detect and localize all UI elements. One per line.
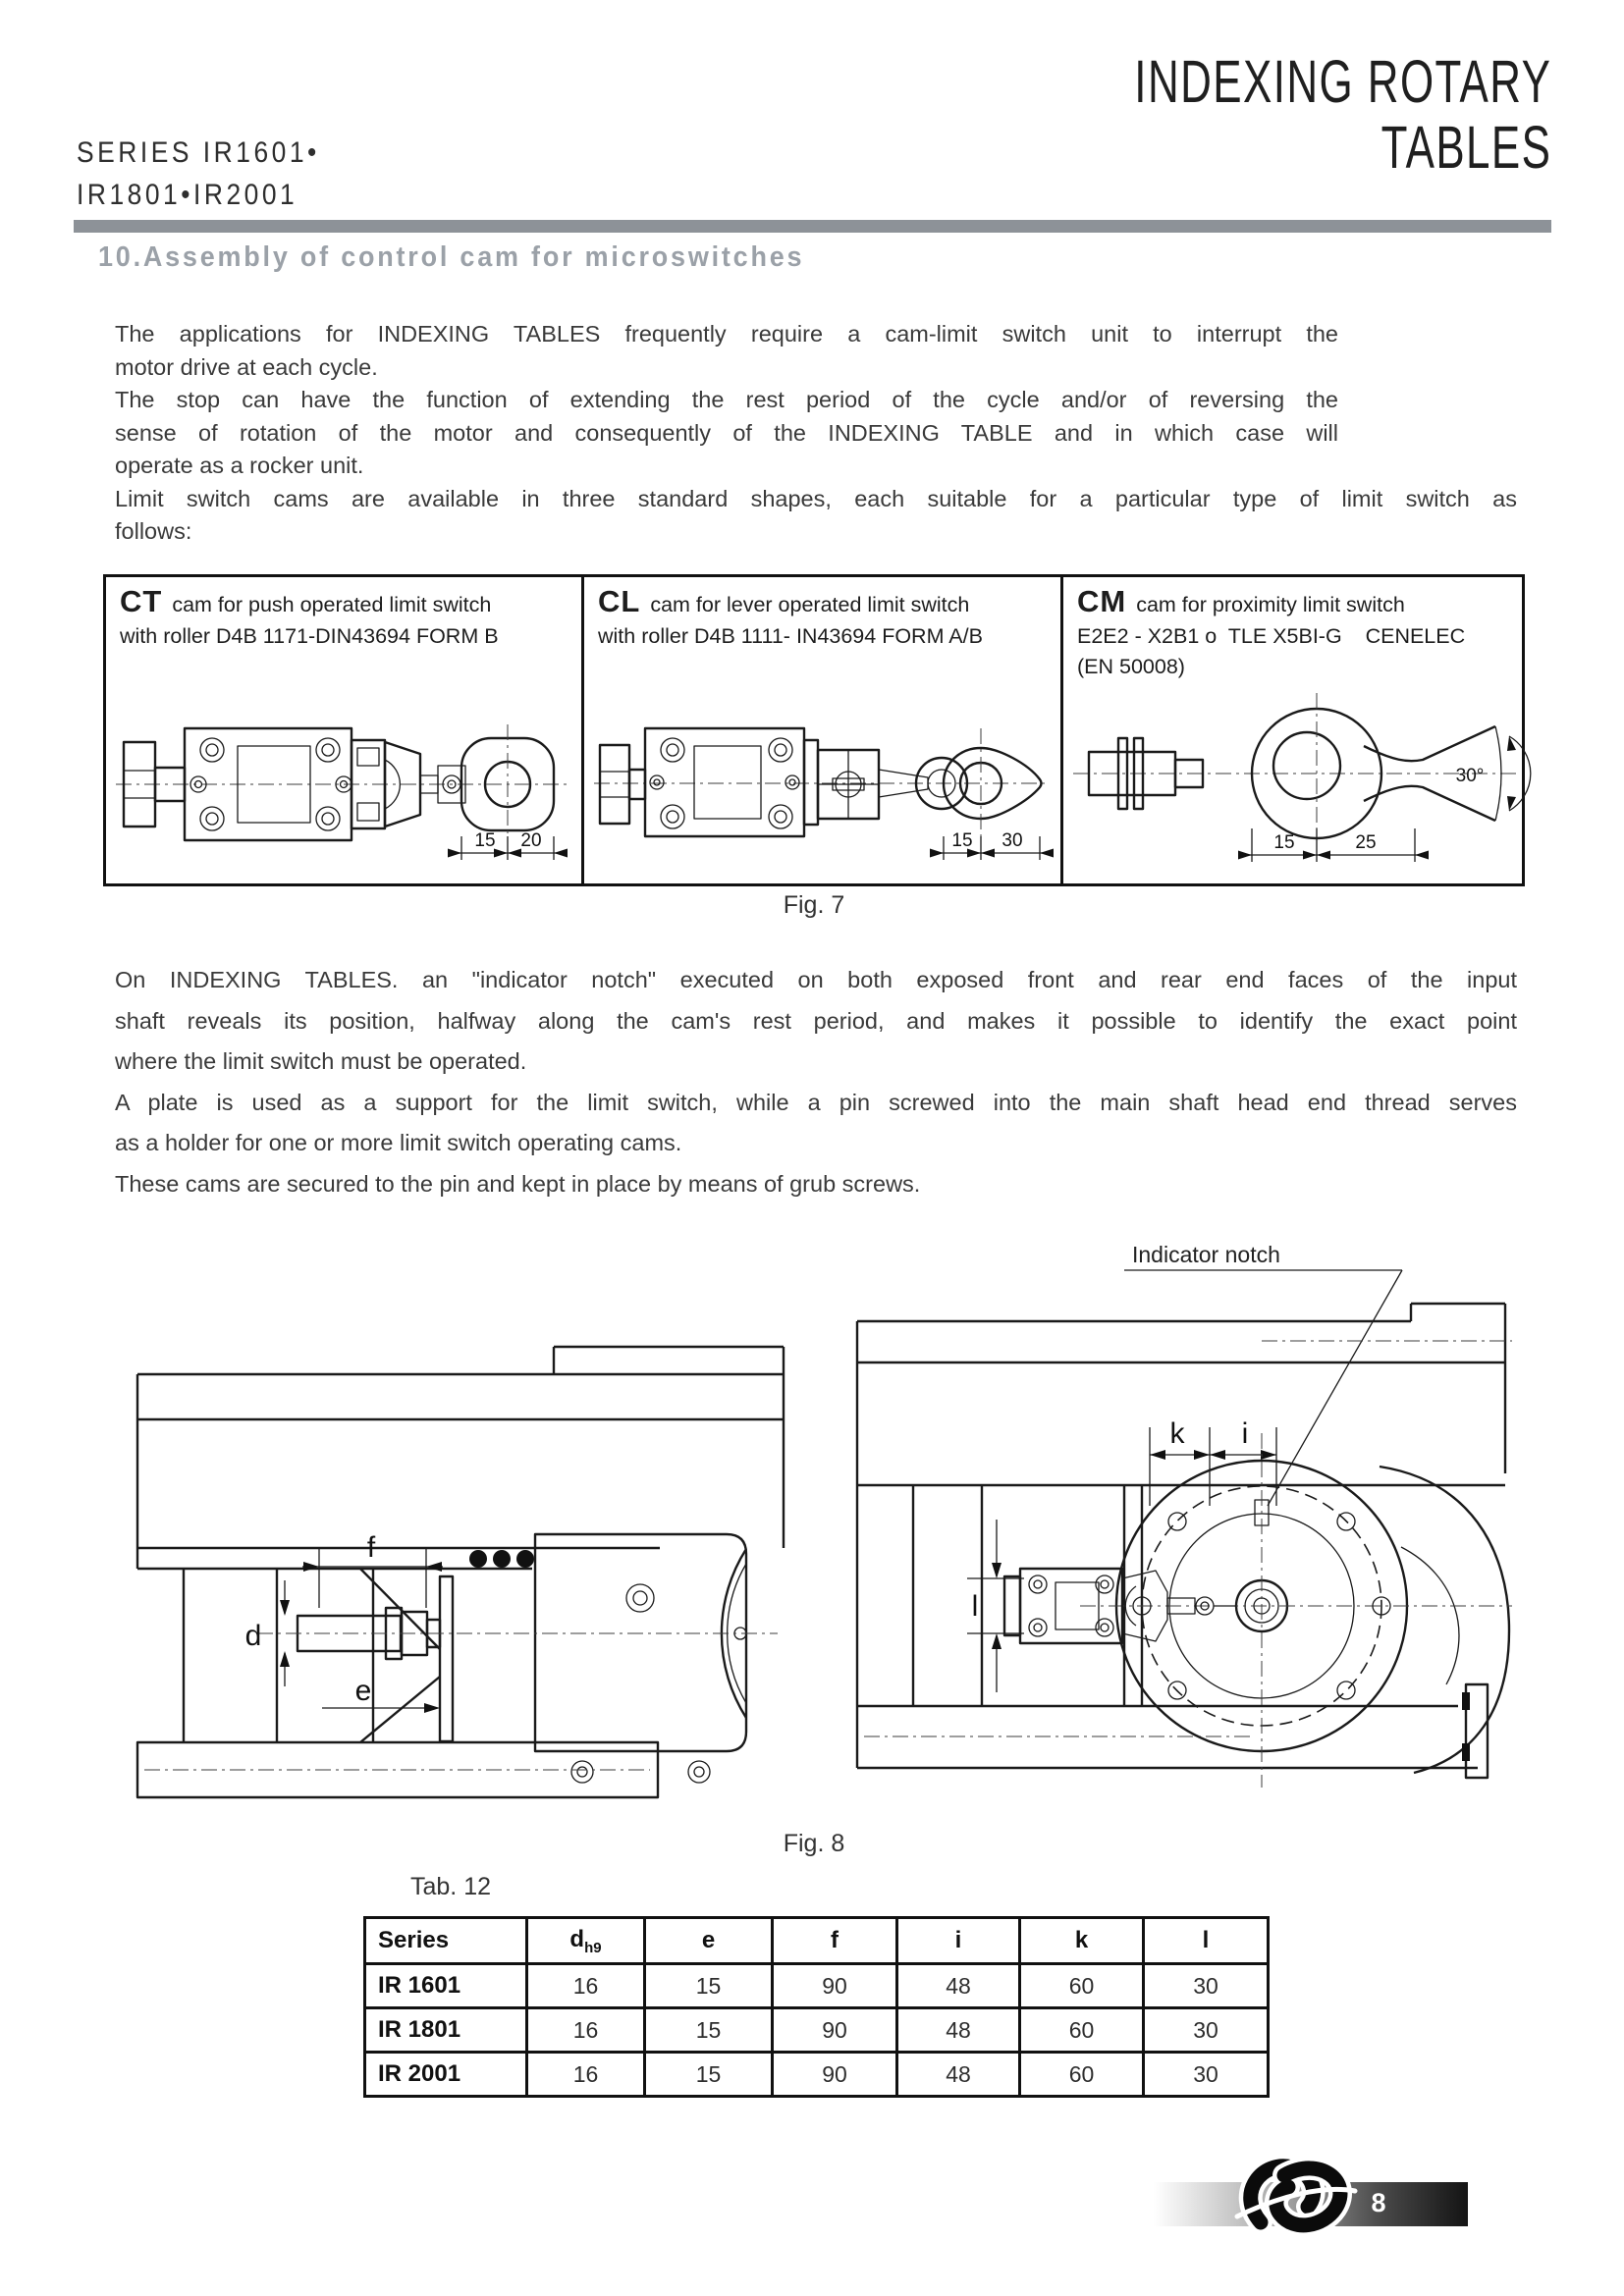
fig8-caption: Fig. 8 [783, 1830, 845, 1857]
value-cell: 90 [773, 2053, 897, 2097]
column-header-e: e [645, 1918, 773, 1964]
series-title [77, 132, 353, 216]
table-label: Tab. 12 [410, 1873, 492, 1900]
table-header-row [365, 1918, 1269, 1964]
paragraph-line: A plate is used as a support for the limit switch, while a pin screwed into the main shaft head end thread serves [115, 1089, 1517, 1115]
cam-description: (EN 50008) [1077, 655, 1185, 678]
fig7-caption: Fig. 7 [783, 891, 845, 919]
ct-dim-15: 15 [474, 830, 496, 851]
paragraph-line: The applications for INDEXING TABLES frequently require a cam-limit switch unit to interrupt the [115, 321, 1338, 347]
value-cell: 30 [1144, 1964, 1269, 2008]
column-header-i: i [897, 1918, 1020, 1964]
paragraph-line: operate as a rocker unit. [115, 453, 364, 478]
cam-description: E2E2 - X2B1 o TLE X5BI-G CENELEC [1077, 624, 1466, 648]
column-header-f: f [773, 1918, 897, 1964]
cam-description: cam for push operated limit switch [172, 593, 492, 616]
cl-dim-30: 30 [1001, 830, 1023, 851]
paragraph-line: motor drive at each cycle. [115, 353, 378, 380]
paragraph-line: where the limit switch must be operated. [115, 1048, 527, 1074]
value-cell: 48 [897, 2053, 1020, 2097]
series-cell: IR 1801 [365, 2008, 527, 2053]
value-cell: 16 [527, 1964, 645, 2008]
table-row [365, 2008, 1269, 2053]
value-cell: 16 [527, 2008, 645, 2053]
value-cell: 60 [1020, 2053, 1144, 2097]
series-cell: IR 2001 [365, 2053, 527, 2097]
fig7-panel-cl [584, 577, 1063, 883]
page-title [972, 49, 1551, 181]
fig7-cam-types-box [103, 574, 1525, 886]
cam-code: CM [1077, 584, 1127, 618]
value-cell: 60 [1020, 2008, 1144, 2053]
dim-d-label: d [244, 1620, 262, 1652]
page-number: 8 [1371, 2188, 1386, 2217]
dim-k-label: k [1169, 1417, 1185, 1450]
fig7-panel-cm [1063, 577, 1522, 883]
panel-title [598, 585, 1060, 621]
table-row [365, 2053, 1269, 2097]
column-header-d [527, 1918, 645, 1964]
dim-l-label: l [971, 1590, 979, 1623]
value-cell: 15 [645, 1964, 773, 2008]
header-divider-bar [74, 220, 1551, 233]
cm-dim-25: 25 [1355, 832, 1377, 853]
series-line-2: IR1801•IR2001 [77, 179, 298, 211]
indicator-notch-label: Indicator notch [1132, 1242, 1280, 1267]
paragraph-line: On INDEXING TABLES. an "indicator notch" executed on both exposed front and rear end faces of the input [115, 967, 1517, 992]
series-line-1: SERIES IR1601• [77, 136, 320, 169]
cam-description: with roller D4B 1111- IN43694 FORM A/B [598, 624, 983, 648]
value-cell: 48 [897, 1964, 1020, 2008]
paragraph-line: follows: [115, 518, 192, 544]
column-header-l: l [1144, 1918, 1269, 1964]
cl-dim-15: 15 [951, 830, 973, 851]
dimensions-table [363, 1916, 1270, 2098]
value-cell: 30 [1144, 2008, 1269, 2053]
dim-e-label: e [354, 1675, 372, 1707]
value-cell: 15 [645, 2008, 773, 2053]
dim-f-label: f [366, 1531, 376, 1564]
cm-angle-30deg: 30° [1455, 766, 1485, 786]
cl-cam-drawing [590, 691, 1054, 882]
value-cell: 60 [1020, 1964, 1144, 2008]
value-cell: 90 [773, 2008, 897, 2053]
value-cell: 48 [897, 2008, 1020, 2053]
value-cell: 16 [527, 2053, 645, 2097]
fig7-panel-ct [106, 577, 584, 883]
value-cell: 30 [1144, 2053, 1269, 2097]
cam-description: with roller D4B 1171-DIN43694 FORM B [120, 624, 499, 648]
intro-paragraph [115, 318, 1517, 549]
dim-i-label: i [1241, 1417, 1249, 1450]
value-cell: 90 [773, 1964, 897, 2008]
d-main: d [569, 1925, 585, 1952]
panel-title [1077, 585, 1522, 621]
panel-title [120, 585, 581, 621]
column-header-k: k [1020, 1918, 1144, 1964]
fig8-section-view-drawing [110, 1264, 787, 1819]
d-subscript: h9 [584, 1939, 602, 1956]
cm-cam-drawing [1069, 675, 1521, 877]
section-heading: 10.Assembly of control cam for microswitches [98, 241, 805, 273]
cm-dim-15: 15 [1273, 832, 1295, 853]
paragraph-line: as a holder for one or more limit switch operating cams. [115, 1130, 682, 1155]
cam-description: cam for lever operated limit switch [650, 593, 970, 616]
ct-cam-drawing [112, 691, 573, 882]
fig8-side-view-drawing [830, 1223, 1517, 1822]
title-line-2: TABLES [1380, 114, 1551, 181]
title-line-1: INDEXING ROTARY [1133, 48, 1551, 115]
paragraph-line: shaft reveals its position, halfway along the cam's rest period, and makes it possible to identify the exact point [115, 1007, 1517, 1034]
column-header-series: Series [365, 1918, 527, 1964]
cam-description: cam for proximity limit switch [1136, 593, 1405, 616]
body-paragraph [115, 960, 1517, 1204]
cam-code: CL [598, 584, 641, 618]
paragraph-line: sense of rotation of the motor and consequently of the INDEXING TABLE and in which case will [115, 419, 1338, 446]
paragraph-line: These cams are secured to the pin and kept in place by means of grub screws. [115, 1170, 921, 1197]
value-cell: 15 [645, 2053, 773, 2097]
brand-knot-logo-icon [1233, 2154, 1356, 2244]
paragraph-line: Limit switch cams are available in three standard shapes, each suitable for a particular type of limit switch as [115, 485, 1517, 511]
series-cell: IR 1601 [365, 1964, 527, 2008]
ct-dim-20: 20 [520, 830, 542, 851]
paragraph-line: The stop can have the function of extending the rest period of the cycle and/or of reversing the [115, 387, 1338, 412]
cam-code: CT [120, 584, 163, 618]
table-row [365, 1964, 1269, 2008]
